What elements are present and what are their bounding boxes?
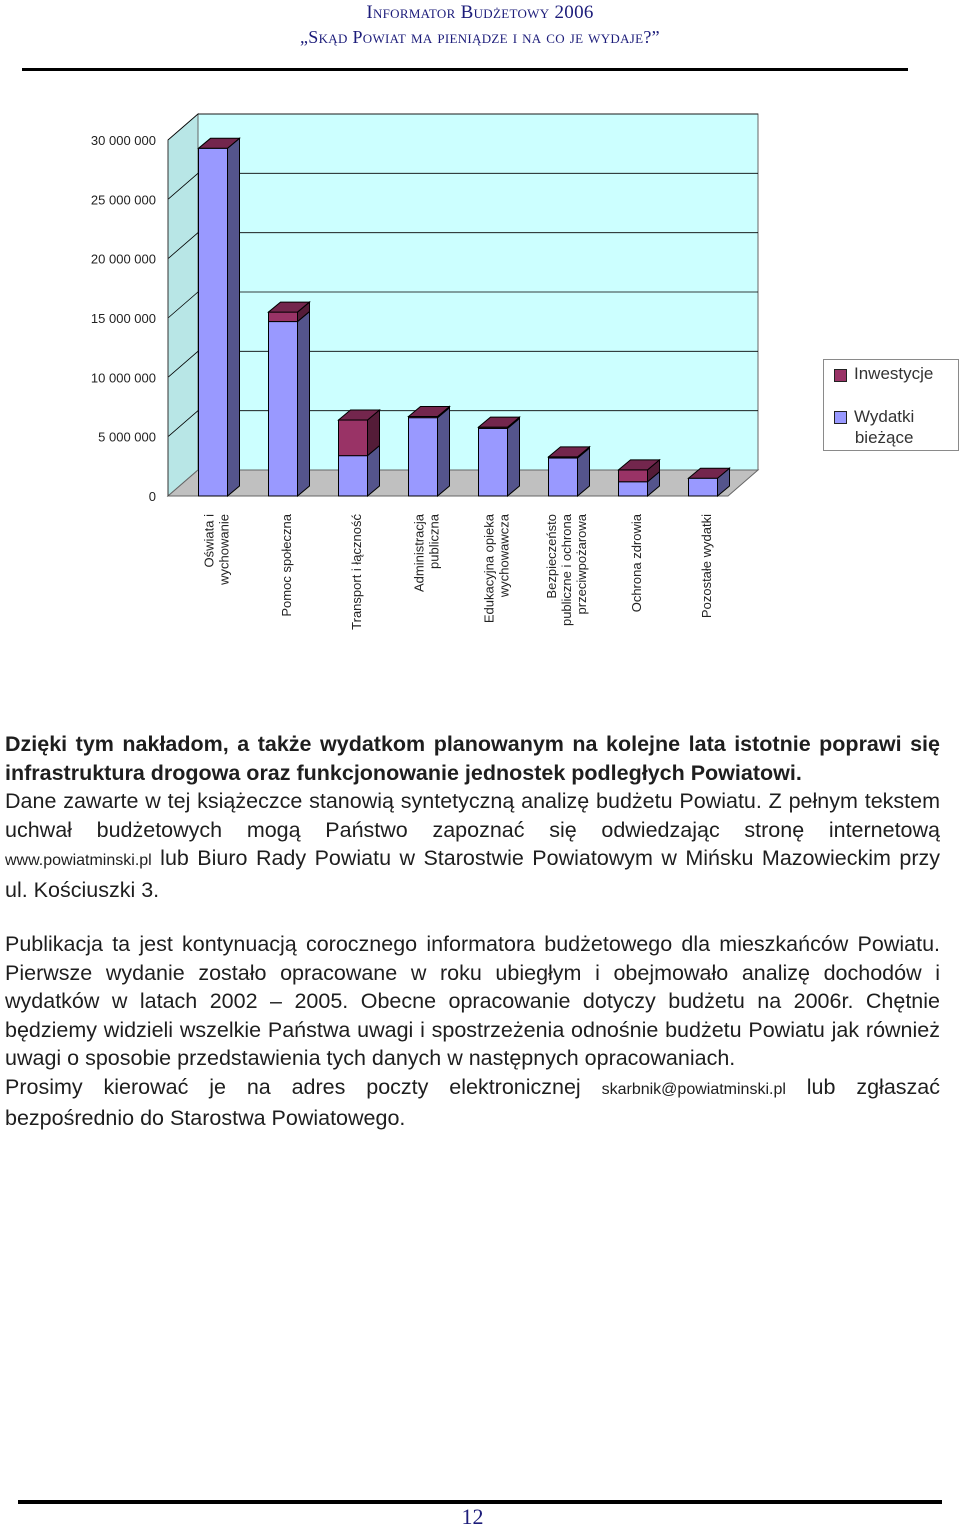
x-tick-label-text [544, 513, 589, 626]
x-tick-label-text [629, 513, 644, 612]
y-tick-label: 10 000 000 [90, 370, 156, 386]
paragraph-data-info-end: lub Biuro Rady Powiatu w Starostwie Powiatowym w Mińsku Mazowieckim przy ul. Kościuszki 3. [5, 846, 940, 902]
bar-wydatki-biezace-front [409, 418, 438, 496]
paragraph-investments: Dzięki tym nakładom, a także wydatkom planowanym na kolejne lata istotnie poprawi się infrastruktura drogowa oraz funkcjonowanie jednostek podległych Powiatowi. [5, 732, 940, 785]
body-text-bottom [5, 930, 940, 1133]
x-tick-label-line: Pomoc społeczna [279, 514, 294, 617]
x-tick-label-text [699, 514, 714, 618]
bar-wydatki-biezace-side [508, 418, 520, 496]
x-tick-label [544, 513, 589, 626]
x-tick-label-line: Transport i łączność [349, 514, 364, 630]
bar-inwestycje-front [619, 470, 648, 482]
bar-inwestycje-front [339, 420, 368, 456]
expenditure-chart [0, 100, 960, 660]
email-link[interactable]: skarbnik@powiatminski.pl [601, 1080, 786, 1098]
page-number: 12 [461, 1504, 484, 1529]
legend-item-wydatki [834, 406, 914, 448]
x-tick-label-line: przeciwpożarowa [574, 514, 589, 615]
x-tick-label-line: Administracja [411, 514, 427, 593]
x-tick-label [349, 514, 364, 630]
header-title: Informator Budżetowy 2006 [366, 2, 594, 23]
paragraph-publication: Publikacja ta jest kontynuacją corocznego informatora budżetowego dla mieszkańców Powiatu. Pierwsze wydanie zostało opracowane w roku ubiegłym i obejmowało analizę dochodów i wydatków w latach 2002 – 2005. Obecne opracowanie dotyczy budżetu na 2006r. Chętnie będziemy widzieli wszelkie Państwa uwagi i spostrzeżenia odnośnie budżetu Powiatu jak również uwagi o sposobie przedstawienia tych danych w następnych opracowaniach. [5, 932, 940, 1070]
paragraph-data-info [5, 787, 940, 904]
website-link[interactable]: www.powiatminski.pl [5, 852, 152, 869]
bar-inwestycje-front [269, 312, 298, 321]
legend-label-wydatki-2: bieżące [854, 428, 914, 447]
x-tick-label-text [202, 514, 232, 586]
paragraph-contact-text: Prosimy kierować je na adres poczty elektronicznej [5, 1074, 581, 1099]
x-tick-label [699, 514, 714, 618]
x-tick-label-text [279, 513, 294, 616]
chart-legend [823, 359, 959, 451]
x-tick-label-line: publiczna [426, 514, 442, 569]
x-tick-label-line: Ochrona zdrowia [629, 514, 644, 613]
bar-wydatki-biezace-side [298, 312, 310, 496]
x-tick-label-text [349, 514, 364, 630]
legend-label-inwestycje: Inwestycje [854, 364, 934, 383]
x-tick-label-line: wychowawcza [496, 514, 512, 598]
legend-label-wydatki-1: Wydatki [854, 407, 915, 426]
x-tick-label [482, 513, 512, 623]
y-tick-label: 0 [148, 489, 156, 504]
y-tick-label: 5 000 000 [98, 429, 156, 445]
x-tick-label [629, 513, 644, 612]
x-tick-label-line: Bezpieczeństo [544, 514, 559, 599]
x-tick-label-text [482, 513, 512, 623]
x-tick-label-text [412, 513, 442, 592]
legend-swatch-inwestycje [834, 369, 847, 382]
x-tick-label-line: Oświata i [201, 514, 217, 568]
bar-wydatki-biezace-side [438, 408, 450, 496]
bar-wydatki-biezace-front [479, 428, 508, 496]
bar-wydatki-biezace-front [269, 322, 298, 496]
bar-wydatki-biezace-front [199, 148, 228, 496]
legend-item-inwestycje [834, 364, 933, 384]
bar-wydatki-biezace-front [619, 482, 648, 496]
x-tick-label-line: publiczne i ochrona [559, 514, 574, 627]
x-tick-label-line: wychowanie [216, 514, 232, 585]
paragraph-contact [5, 1073, 940, 1133]
x-tick-label [412, 513, 442, 592]
header-rule [22, 68, 908, 71]
bar-wydatki-biezace-front [689, 478, 718, 496]
y-tick-label: 30 000 000 [90, 133, 156, 148]
y-tick-label: 20 000 000 [90, 251, 156, 267]
y-tick-label: 15 000 000 [90, 311, 156, 326]
header-subtitle: „Skąd Powiat ma pieniądze i na co je wydaje?” [300, 27, 660, 47]
paragraph-data-info-text: Dane zawarte w tej książeczce stanowią syntetyczną analizę budżetu Powiatu. Z pełnym tekstem uchwał budżetowych mogą Państwo zapoznać się odwiedzając stronę internetową [5, 789, 940, 842]
x-tick-label [202, 514, 232, 586]
bar-wydatki-biezace-front [339, 456, 368, 496]
paragraph-contact-end: lub zgłaszać bezpośrednio do Starostwa Powiatowego. [5, 1074, 940, 1130]
x-tick-label-line: Edukacyjna opieka [481, 514, 497, 624]
bar-wydatki-biezace-front [549, 458, 578, 496]
body-text-top [5, 730, 940, 904]
legend-swatch-wydatki [834, 411, 847, 424]
plot-floor [168, 470, 758, 496]
bar-wydatki-biezace-side [228, 138, 240, 496]
x-tick-label [279, 513, 294, 616]
x-tick-label-line: Pozostałe wydatki [699, 514, 714, 619]
y-tick-label: 25 000 000 [90, 192, 156, 208]
